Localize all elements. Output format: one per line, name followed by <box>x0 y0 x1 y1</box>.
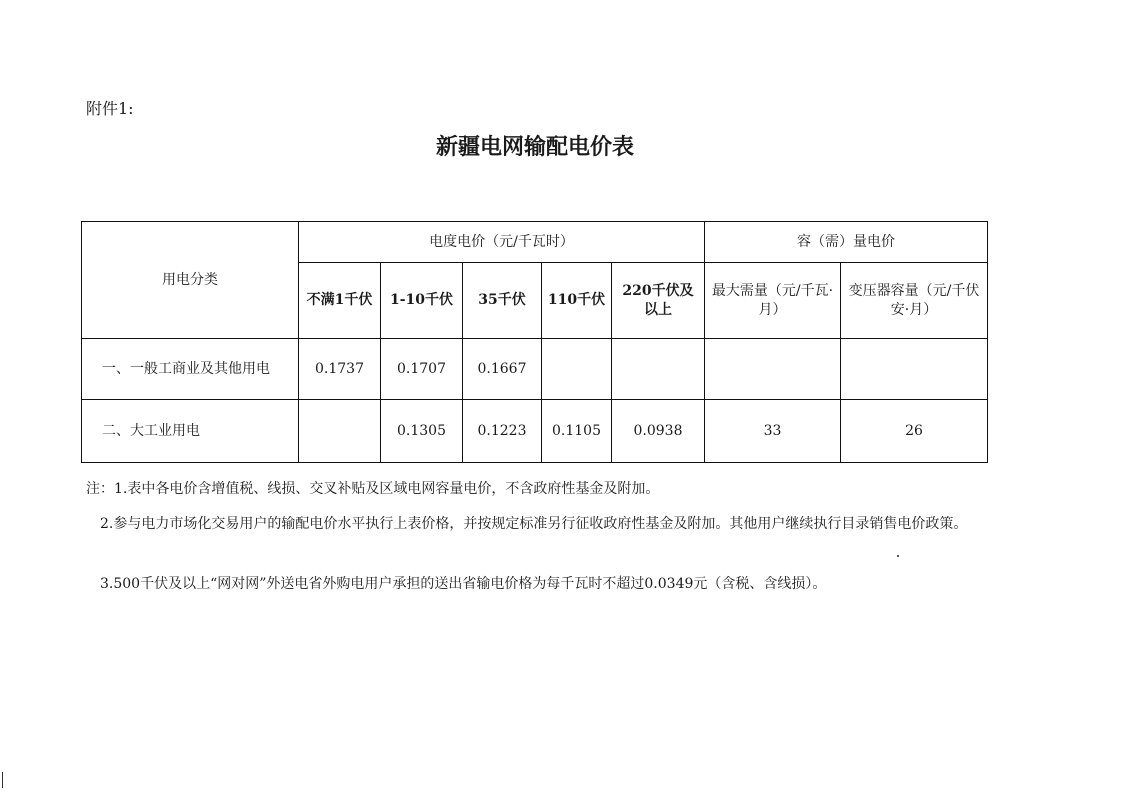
page-title: 新疆电网输配电价表 <box>435 134 634 160</box>
table-row <box>82 339 988 400</box>
energy-price-header: 电度电价（元/千瓦时） <box>299 222 705 263</box>
price-cell: 0.1223 <box>463 400 542 463</box>
scan-dot <box>897 555 899 557</box>
row-category: 一、一般工商业及其他用电 <box>82 339 299 400</box>
price-cell <box>299 400 381 463</box>
voltage-header-cell: 220千伏及以上 <box>612 263 705 339</box>
price-cell <box>705 339 841 400</box>
voltage-header-cell: 110千伏 <box>542 263 612 339</box>
price-cell <box>612 339 705 400</box>
price-cell: 0.0938 <box>612 400 705 463</box>
price-cell <box>841 339 988 400</box>
header-row-1 <box>82 222 988 263</box>
price-cell: 0.1667 <box>463 339 542 400</box>
category-header: 用电分类 <box>82 222 299 339</box>
voltage-header-cell: 35千伏 <box>463 263 542 339</box>
scan-margin-mark <box>2 772 3 788</box>
row-category: 二、大工业用电 <box>82 400 299 463</box>
price-cell: 0.1305 <box>381 400 463 463</box>
note-3: 3.500千伏及以上“网对网”外送电省外购电用户承担的送出省输电价格为每千瓦时不超过0.0349元（含税、含线损）。 <box>100 576 827 592</box>
table-row <box>82 400 988 463</box>
note-1: 注：1.表中各电价含增值税、线损、交叉补贴及区域电网容量电价，不含政府性基金及附加。 <box>86 481 660 497</box>
price-cell: 0.1737 <box>299 339 381 400</box>
price-cell: 0.1707 <box>381 339 463 400</box>
voltage-header-cell: 不满1千伏 <box>299 263 381 339</box>
price-cell: 33 <box>705 400 841 463</box>
capacity-header-cell: 最大需量（元/千瓦·月） <box>705 263 841 339</box>
price-cell: 26 <box>841 400 988 463</box>
price-cell: 0.1105 <box>542 400 612 463</box>
annex-label: 附件1: <box>86 99 134 118</box>
capacity-price-header: 容（需）量电价 <box>705 222 988 263</box>
voltage-header-cell: 1-10千伏 <box>381 263 463 339</box>
note-2: 2.参与电力市场化交易用户的输配电价水平执行上表价格，并按规定标准另行征收政府性基金及附加。其他用户继续执行目录销售电价政策。 <box>100 516 968 532</box>
price-cell <box>542 339 612 400</box>
capacity-header-cell: 变压器容量（元/千伏安·月） <box>841 263 988 339</box>
price-table <box>81 221 988 463</box>
